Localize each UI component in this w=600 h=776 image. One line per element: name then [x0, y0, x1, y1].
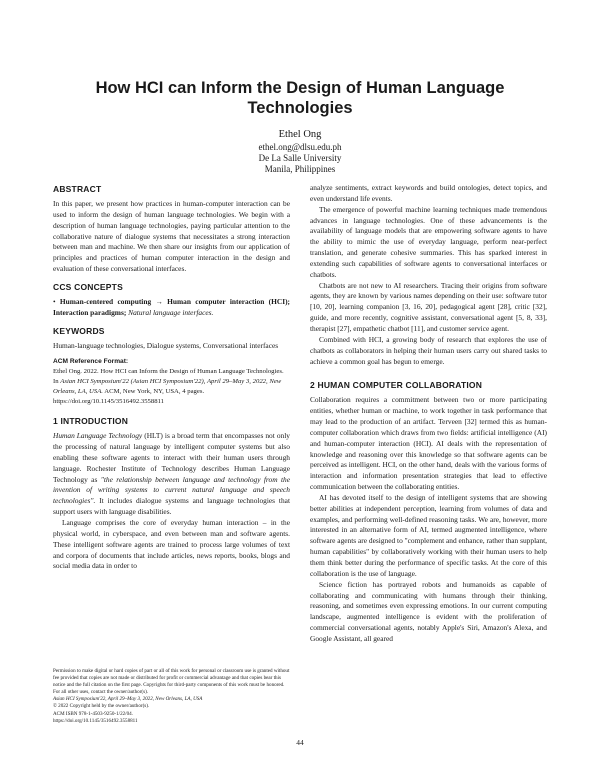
author-name: Ethel Ong	[278, 129, 322, 140]
right-paragraph-6: AI has devoted itself to the design of intelligent systems that are showing better abilities at independent perception, learning from volumes of data and examples, and performing well-defined reasoning tasks. We are, however, more interested in an alternative form of AI, termed augmented intelligence, where software agents are designed to "complement and enhance, rather than supplant, human capabilities" by collaboratively working with their human users to help them think better during the performance of specific tasks. At the core of this collaboration is the use of language.	[310, 492, 547, 578]
isbn: ACM ISBN 978-1-4503-9250-1/22/04.	[53, 710, 133, 717]
intro-paragraph-1	[53, 431, 290, 518]
intro-text-a: (HLT) is a broad term that encompasses not only the processing of natural language by intelligent computer systems but also enabling these software agents to interact with their human users through language. Rochester Institute of Technology describes Human Language Technology as	[53, 431, 290, 484]
abstract-heading: ABSTRACT	[53, 184, 102, 194]
right-paragraph-1: analyze sentiments, extract keywords and build ontologies, detect topics, and even understand life events.	[310, 183, 547, 203]
author-affiliation: De La Salle University	[258, 153, 342, 163]
intro-quote: "the relationship between language and technology from the invention of writing systems to current natural language and speech technologies".	[53, 474, 290, 506]
copyright-notice: © 2022 Copyright held by the owner/author(s).	[53, 703, 150, 710]
ccs-heading: CCS CONCEPTS	[53, 281, 123, 292]
abstract-text: In this paper, we present how practices in human-computer interaction can be used to inform the design of human language technologies. We begin with a description of human language technologies, paying particular attention to the collaborative nature of dialogue systems that necessitates a strong interaction between man and machine. We then share our insights from our application of principles and practices of human computer interaction in the design and evaluation of these conversational interfaces.	[53, 199, 290, 274]
acm-reference-heading: ACM Reference Format:	[53, 358, 129, 366]
acm-reference-text	[53, 367, 290, 406]
keywords-heading: KEYWORDS	[53, 325, 105, 336]
footnote-venue: Asian HCI Symposium'22, April 29–May 3, 2022, New Orleans, LA, USA	[53, 696, 203, 703]
right-paragraph-4: Combined with HCI, a growing body of research that explores the use of chatbots as collaborators in helping their human users carry out shared tasks to achieve a common goal has begun to emerge.	[310, 334, 547, 366]
intro-heading: 1 INTRODUCTION	[53, 416, 129, 427]
ccs-bullet: •	[53, 296, 56, 306]
keywords-text: Human-language technologies, Dialogue systems, Conversational interfaces	[53, 340, 279, 350]
section-2-heading: 2 HUMAN COMPUTER COLLABORATION	[310, 380, 483, 391]
author-block	[150, 128, 450, 175]
author-email: ethel.ong@dlsu.edu.ph	[258, 142, 342, 152]
acm-reference-venue: Asian HCI Symposium'22 (Asian HCI Symposium'22), April 29–May 3, 2022, New Orleans, LA, USA.	[53, 378, 282, 395]
paper-title: How HCI can Inform the Design of Human Language Technologies	[95, 79, 505, 117]
left-column	[53, 184, 290, 572]
right-paragraph-3: Chatbots are not new to AI researchers. Tracing their origins from software agents, they are known by various names depending on their use: software tutor [10, 20], learning companion [3, 16, 20], pedagogical agent [28], critic [32], guide, and more recently, cognitive assistant, conversational agent [5, 8, 33], therapist [27], empathetic chatbot [11], and customer service agent.	[310, 280, 547, 333]
right-paragraph-2: The emergence of powerful machine learning techniques made tremendous advances in language technologies. One of these advancements is the availability of language models that are empowering software agents to have the ability to mimic the use of everyday language, perform near-perfect translation, and generate cohesive summaries. This has sparked interest in extending such capabilities of software agents to conversational interfaces or chatbots.	[310, 204, 547, 279]
ccs-concept-primary: Human-centered computing → Human computer interaction (HCI); Interaction paradigms;	[53, 296, 290, 317]
permission-notice: Permission to make digital or hard copies of part or all of this work for personal or classroom use is granted without fee provided that copies are not made or distributed for profit or commercial advantage and that copies bear this notice and the full citation on the first page. Copyrights for third-party components of this work must be honored. For all other uses, contact the owner/author(s).	[53, 668, 290, 696]
author-location: Manila, Philippines	[264, 164, 336, 174]
acm-reference-citation: Ethel Ong. 2022. How HCI can Inform the Design of Human Language Technologies. In	[53, 368, 284, 386]
footnote-block	[53, 668, 290, 725]
ccs-concept-secondary: Natural language interfaces.	[128, 307, 214, 317]
intro-paragraph-2: Language comprises the core of everyday human interaction – in the physical world, in cyberspace, and even between man and software agents. These intelligent software agents are trained to process large volumes of text and corpora of documents that include articles, news reports, books, blogs and social media data in order to	[53, 518, 290, 571]
acm-reference-publisher: ACM, New York, NY, USA, 4 pages. https://doi.org/10.1145/3516492.3558811	[53, 387, 205, 405]
intro-text-b: It includes dialogue systems and language technologies that support users with language disabilities.	[53, 496, 290, 517]
intro-term: Human Language Technology	[53, 431, 143, 441]
page-number: 44	[296, 738, 304, 747]
right-column	[310, 183, 547, 645]
doi-link[interactable]: https://doi.org/10.1145/3516492.3558811	[53, 717, 138, 724]
right-paragraph-7: Science fiction has portrayed robots and humanoids as capable of collaborating and communicating with humans through their thinking, reasoning, and sometimes even expressing emotions. In our current computing landscape, augmented intelligence is evident with the proliferation of commercial conversational agents, notably Apple's Siri, Amazon's Alexa, and Google Assistant, all geared	[310, 579, 547, 643]
right-paragraph-5: Collaboration requires a commitment between two or more participating entities, whether human or machine, to work together in task performance that may lead to the production of an artifact. Terveen [32] termed this as human-computer collaboration which draws from two fields: artificial intelligence (AI) and human-computer interaction (HCI). AI deals with the representation of knowledge and reasoning over this knowledge so that software agents can be perceived as intelligent. HCI, on the other hand, deals with the various forms of interaction and information presentation strategies that lead to effective communication between the collaborating entities.	[310, 395, 547, 492]
ccs-concepts	[53, 297, 290, 319]
